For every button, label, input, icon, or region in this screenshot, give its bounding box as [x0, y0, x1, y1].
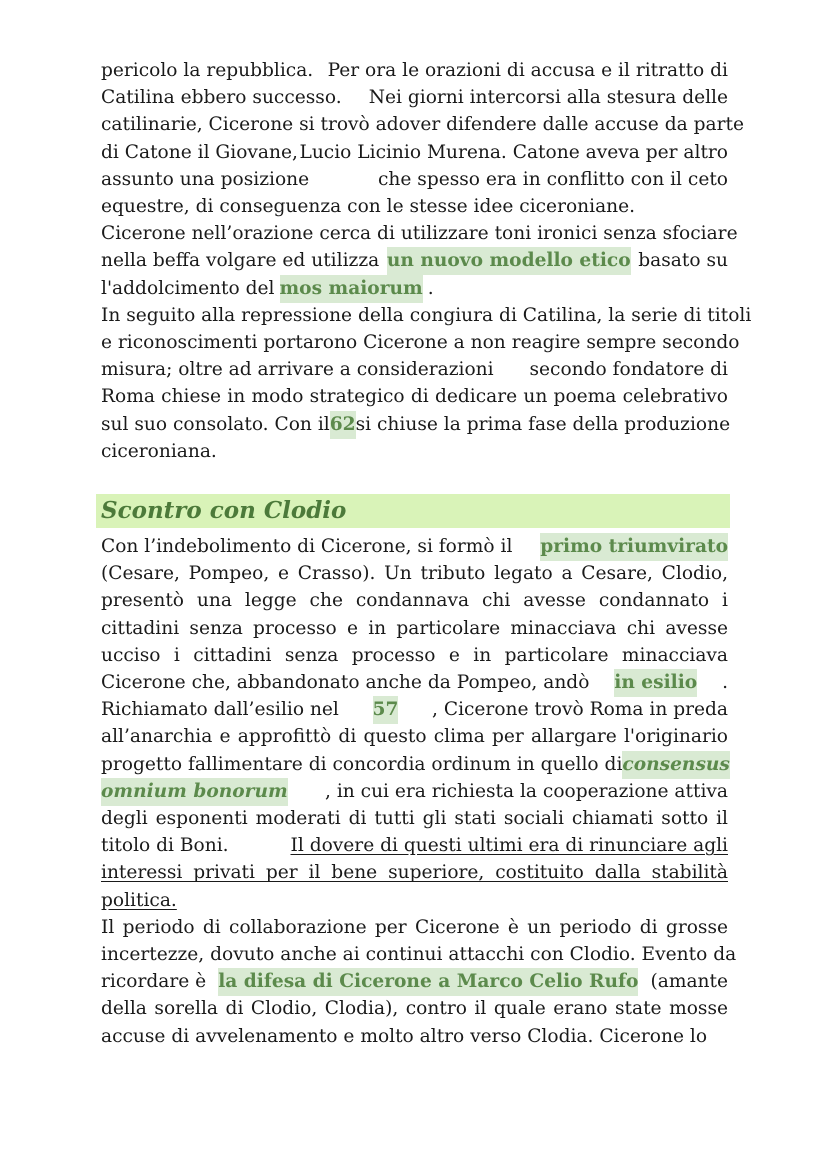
text-segment: In seguito alla repressione della congiura di Catilina, la serie di titoli — [101, 304, 752, 326]
text-segment: Richiamato dall’esilio nel — [101, 699, 339, 721]
text-line — [101, 560, 728, 588]
text-segment: degli esponenti moderati di tutti gli stati sociali chiamati sotto il — [101, 808, 728, 829]
text-segment: (amante — [650, 971, 728, 993]
text-line — [101, 411, 731, 439]
text-line — [101, 533, 728, 561]
text-segment: . — [722, 672, 728, 693]
text-segment: , in cui era richiesta la cooperazione attiva — [325, 780, 728, 802]
text-line — [101, 438, 728, 466]
text-segment: ricordare è — [101, 971, 207, 993]
text-segment: Cicerone nell’orazione cerca di utilizzare toni ironici senza sfociare — [101, 223, 738, 245]
text-segment: Il periodo di collaborazione per Cicerone è un periodo di grosse — [101, 916, 728, 938]
text-line — [101, 329, 740, 357]
text-segment: sul suo consolato. Con il — [101, 413, 330, 435]
text-line — [101, 968, 728, 996]
text-line — [101, 723, 728, 751]
highlighted-text: in esilio — [614, 669, 697, 697]
text-line — [101, 302, 752, 330]
text-segment: equestre, di conseguenza con le stesse idee ciceroniane. — [101, 196, 636, 217]
text-segment: ucciso i cittadini senza processo e in particolare minacciava — [101, 644, 728, 666]
text-segment: Roma chiese in modo strategico di dedicare un poema celebrativo — [101, 386, 728, 408]
section-heading: Scontro con Clodio — [96, 494, 730, 528]
text-segment: di Catone il Giovane, — [101, 141, 298, 163]
text-line — [101, 166, 728, 194]
text-line — [101, 887, 728, 915]
text-segment: Lucio Licinio Murena. Catone aveva per altro — [299, 141, 728, 163]
text-segment: nella beffa volgare ed utilizza — [101, 250, 380, 272]
text-segment: accuse di avvelenamento e molto altro verso Clodia. Cicerone lo — [101, 1025, 708, 1047]
text-segment: incertezze, dovuto anche ai continui attacchi con Clodio. Evento da — [101, 944, 737, 965]
text-segment: Con l’indebolimento di Cicerone, si formò il — [101, 536, 513, 557]
text-segment: progetto fallimentare di concordia ordinum in quello di — [101, 753, 623, 775]
text-segment: e riconoscimenti portarono Cicerone a non reagire sempre secondo — [101, 332, 740, 353]
text-line — [101, 587, 728, 615]
highlighted-text: consensus — [622, 751, 730, 779]
highlighted-text: politica. — [101, 889, 177, 911]
highlighted-text: mos maiorum — [280, 275, 423, 303]
text-segment: (Cesare, Pompeo, e Crasso). Un tributo legato a Cesare, Clodio, — [101, 563, 728, 585]
text-line — [101, 111, 744, 139]
text-segment: presentò una legge che condannava chi avesse condannato i — [101, 590, 728, 612]
text-segment: titolo di Boni. — [101, 835, 229, 857]
highlighted-text: la difesa di Cicerone a Marco Celio Rufo — [218, 968, 638, 996]
text-segment: basato su — [638, 250, 728, 272]
text-segment: , Cicerone trovò Roma in preda — [432, 699, 728, 721]
highlighted-text: omnium bonorum — [101, 778, 288, 806]
highlighted-text: Il dovere di questi ultimi era di rinunciare agli — [290, 835, 728, 857]
text-line — [101, 696, 728, 724]
text-segment: all’anarchia e approfittò di questo clima per allargare l'originario — [101, 726, 728, 748]
text-line — [101, 805, 728, 833]
text-segment: della sorella di Clodio, Clodia), contro il quale erano state mosse — [101, 998, 728, 1020]
text-segment: ciceroniana. — [101, 440, 217, 462]
text-line — [101, 1023, 728, 1051]
text-line — [101, 193, 728, 221]
text-segment: catilinarie, Cicerone si trovò a — [101, 114, 387, 136]
text-line — [101, 57, 728, 85]
text-segment: secondo fondatore di — [529, 359, 728, 381]
text-segment: che spesso era in conflitto con il ceto — [377, 168, 728, 190]
text-line — [101, 615, 728, 643]
text-line — [101, 995, 728, 1023]
text-line — [101, 778, 728, 806]
text-segment: Per ora le orazioni di accusa e il ritratto di — [327, 60, 728, 81]
text-line — [101, 751, 728, 779]
text-segment: dover difendere dalle accuse da parte — [386, 114, 744, 136]
text-line — [101, 642, 728, 670]
text-line — [101, 832, 728, 860]
text-segment: . — [427, 277, 434, 299]
text-segment: si chiuse la prima fase della produzione — [355, 413, 731, 435]
text-line — [101, 383, 728, 411]
text-segment: Nei giorni intercorsi alla stesura delle — [368, 87, 728, 109]
highlighted-text: primo triumvirato — [540, 533, 728, 561]
text-line — [101, 669, 728, 697]
text-segment: misura; oltre ad arrivare a considerazioni — [101, 359, 494, 381]
text-segment: Cicerone che, abbandonato anche da Pompeo, andò — [101, 672, 590, 693]
text-line — [101, 275, 728, 303]
text-segment: assunto una posizione — [101, 168, 310, 190]
text-segment: cittadini senza processo e in particolare minacciava chi avesse — [101, 617, 728, 639]
highlighted-text: 62 — [330, 411, 356, 439]
text-line — [101, 84, 728, 112]
highlighted-text: un nuovo modello etico — [387, 247, 631, 275]
text-line — [101, 859, 728, 887]
text-segment: Catilina ebbero successo. — [101, 87, 342, 109]
text-segment: l'addolcimento del — [101, 277, 275, 299]
text-line — [101, 356, 728, 384]
text-line — [101, 941, 737, 969]
text-line — [101, 139, 728, 167]
text-line — [101, 914, 728, 942]
text-line — [101, 220, 738, 248]
text-segment: pericolo la repubblica. — [101, 60, 314, 81]
highlighted-text: 57 — [373, 696, 399, 724]
highlighted-text: interessi privati per il bene superiore, costituito dalla stabilità — [101, 862, 728, 884]
text-line — [101, 247, 728, 275]
